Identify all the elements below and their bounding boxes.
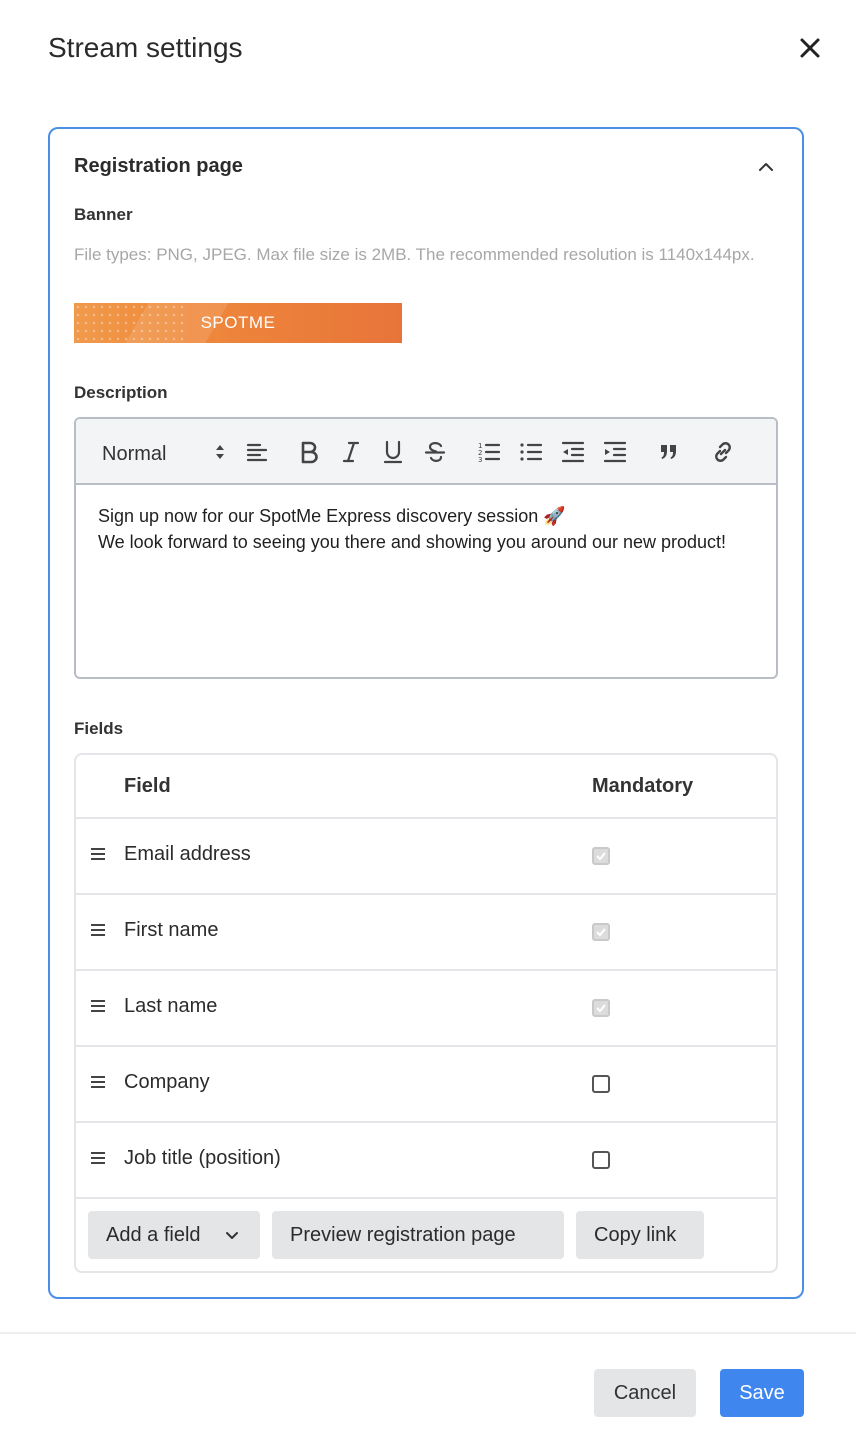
mandatory-checkbox[interactable] [592, 1151, 610, 1169]
close-icon[interactable] [796, 34, 824, 62]
save-button[interactable]: Save [720, 1369, 804, 1417]
table-row [76, 1045, 776, 1121]
drag-handle-icon[interactable] [90, 923, 106, 937]
italic-icon[interactable] [338, 439, 364, 465]
field-column-header: Field [124, 775, 171, 797]
add-field-button[interactable] [88, 1211, 260, 1259]
strikethrough-icon[interactable] [422, 439, 448, 465]
drag-handle-icon[interactable] [90, 847, 106, 861]
section-title: Registration page [74, 155, 243, 177]
drag-handle-icon[interactable] [90, 999, 106, 1013]
select-arrows-icon [214, 443, 226, 461]
dialog-title: Stream settings [48, 32, 243, 63]
banner-image[interactable] [74, 303, 402, 343]
table-row [76, 969, 776, 1045]
banner-logo-text: SPOTME [200, 313, 276, 332]
mandatory-checkbox[interactable] [592, 999, 610, 1017]
preview-registration-button[interactable]: Preview registration page [272, 1211, 564, 1259]
outdent-icon[interactable] [560, 439, 586, 465]
registration-page-panel [48, 127, 804, 1299]
rich-text-editor [74, 417, 778, 679]
field-name: Email address [124, 843, 251, 865]
fields-table [74, 753, 778, 1273]
chevron-up-icon[interactable] [756, 159, 776, 175]
mandatory-checkbox[interactable] [592, 847, 610, 865]
banner-hint: File types: PNG, JPEG. Max file size is 2MB. The recommended resolution is 1140x144px. [74, 245, 755, 264]
fields-label: Fields [74, 719, 124, 738]
copy-link-button[interactable]: Copy link [576, 1211, 704, 1259]
format-select[interactable] [90, 433, 232, 471]
bullet-list-icon[interactable] [518, 439, 544, 465]
editor-line: We look forward to seeing you there and showing you around our new product! [98, 532, 727, 552]
mandatory-checkbox[interactable] [592, 923, 610, 941]
footer-divider [0, 1332, 856, 1334]
svg-text:2: 2 [478, 449, 483, 457]
dialog-header [0, 0, 856, 100]
mandatory-checkbox[interactable] [592, 1075, 610, 1093]
svg-text:3: 3 [478, 456, 483, 464]
editor-toolbar [76, 419, 776, 485]
editor-line: Sign up now for our SpotMe Express discovery session 🚀 [98, 506, 566, 526]
align-left-icon[interactable] [244, 439, 270, 465]
field-name: Company [124, 1071, 210, 1093]
cancel-button[interactable]: Cancel [594, 1369, 696, 1417]
ordered-list-icon[interactable] [476, 439, 502, 465]
format-select-value: Normal [102, 443, 167, 465]
description-label: Description [74, 383, 168, 402]
add-field-label: Add a field [106, 1224, 201, 1246]
bold-icon[interactable] [296, 439, 322, 465]
indent-icon[interactable] [602, 439, 628, 465]
underline-icon[interactable] [380, 439, 406, 465]
mandatory-column-header: Mandatory [592, 775, 694, 797]
field-name: Last name [124, 995, 218, 1017]
table-row [76, 1121, 776, 1197]
field-name: First name [124, 919, 219, 941]
table-row [76, 817, 776, 893]
drag-handle-icon[interactable] [90, 1075, 106, 1089]
editor-content[interactable] [98, 503, 758, 555]
chevron-down-icon [224, 1227, 240, 1243]
fields-actions [76, 1197, 776, 1273]
drag-handle-icon[interactable] [90, 1151, 106, 1165]
table-row [76, 893, 776, 969]
banner-label: Banner [74, 205, 133, 224]
field-name: Job title (position) [124, 1147, 281, 1169]
quote-icon[interactable] [656, 439, 682, 465]
svg-text:1: 1 [478, 442, 483, 450]
link-icon[interactable] [710, 439, 736, 465]
